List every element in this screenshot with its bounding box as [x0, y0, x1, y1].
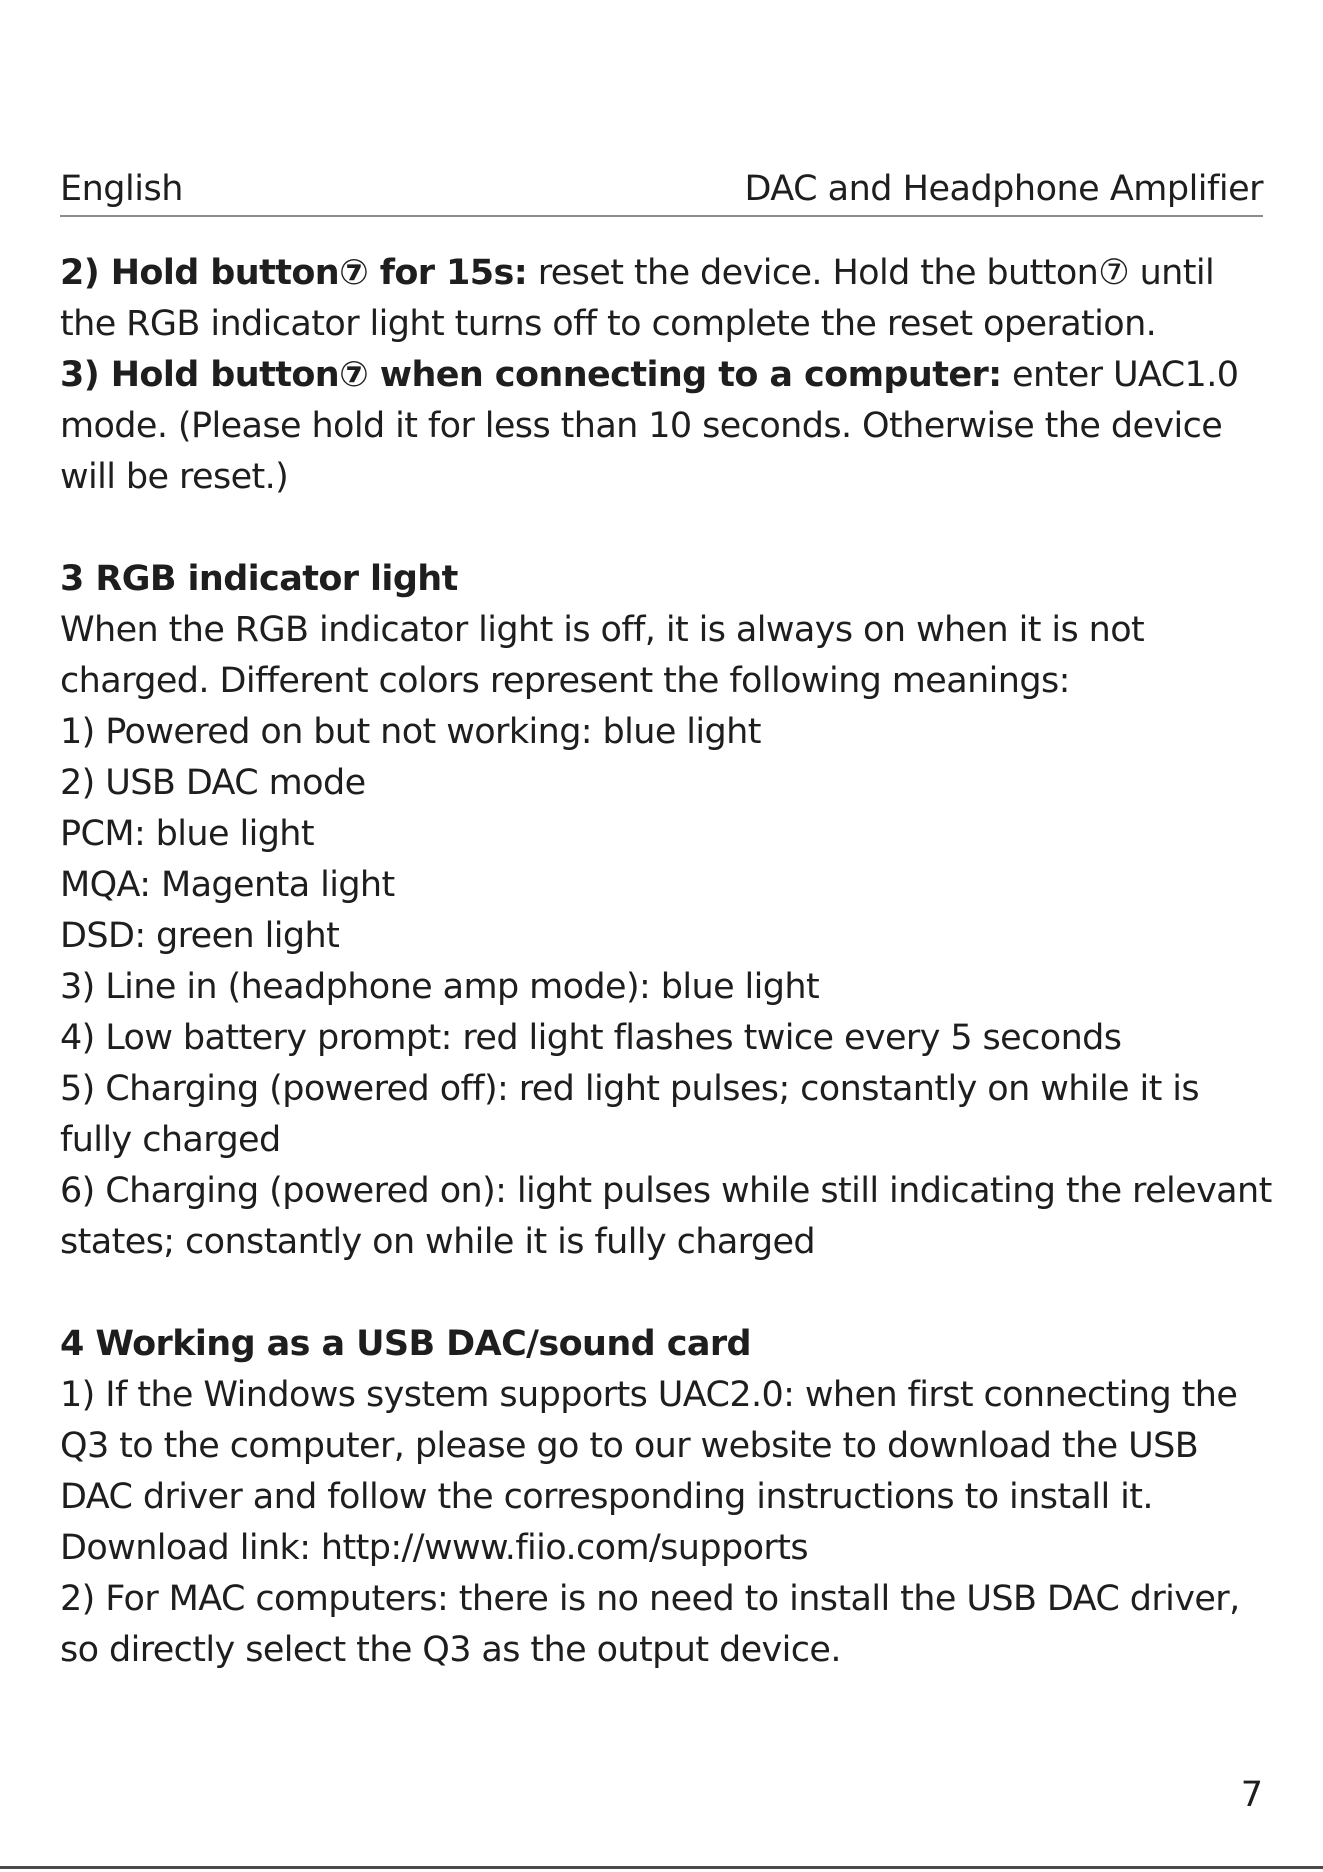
list-item: 2) USB DAC mode: [60, 763, 366, 803]
list-item: 3) Line in (headphone amp mode): blue light: [60, 967, 820, 1007]
section-title-rgb-indicator: 3 RGB indicator light: [60, 559, 458, 599]
list-item: 2) For MAC computers: there is no need to install the USB DAC driver, so directly select the Q3 as the output device.: [60, 1579, 1240, 1670]
page-number: 7: [1240, 1775, 1263, 1815]
list-item: DSD: green light: [60, 916, 340, 956]
list-item: MQA: Magenta light: [60, 865, 395, 905]
section-title-usb-dac: 4 Working as a USB DAC/sound card: [60, 1324, 752, 1364]
item-lead: 2) Hold button⑦ for 15s:: [60, 253, 528, 293]
list-item: 4) Low battery prompt: red light flashes twice every 5 seconds: [60, 1018, 1122, 1058]
section-gap: [60, 503, 1275, 554]
list-item: 6) Charging (powered on): light pulses while still indicating the relevant states; constantly on while it is fully charged: [60, 1171, 1272, 1262]
list-item: 5) Charging (powered off): red light pulses; constantly on while it is fully charged: [60, 1069, 1200, 1160]
item-lead: 3) Hold button⑦ when connecting to a computer:: [60, 355, 1002, 395]
page-content: [60, 248, 1275, 1676]
list-item: 1) If the Windows system supports UAC2.0: when first connecting the Q3 to the computer, please go to our website to download the USB DAC driver and follow the corresponding instructions to install it.: [60, 1375, 1238, 1517]
list-item: PCM: blue light: [60, 814, 315, 854]
item-text: reset the device. Hold the button⑦ until the RGB indicator light turns off to complete the reset operation.: [60, 253, 1215, 344]
rgb-intro: When the RGB indicator light is off, it is always on when it is not charged. Different colors represent the following meanings:: [60, 610, 1145, 701]
list-item: 1) Powered on but not working: blue light: [60, 712, 761, 752]
download-link: Download link: http://www.fiio.com/supports: [60, 1528, 808, 1568]
header-product-title: DAC and Headphone Amplifier: [744, 169, 1263, 209]
button-hold-connect-item: [60, 350, 1275, 503]
header-language: English: [60, 169, 183, 209]
section-gap: [60, 1268, 1275, 1319]
page-header: [60, 163, 1263, 217]
bottom-divider: [0, 1866, 1323, 1869]
button-hold-15s-item: [60, 248, 1275, 350]
item-text: enter UAC1.0 mode. (Please hold it for less than 10 seconds. Otherwise the device will be reset.): [60, 355, 1239, 497]
